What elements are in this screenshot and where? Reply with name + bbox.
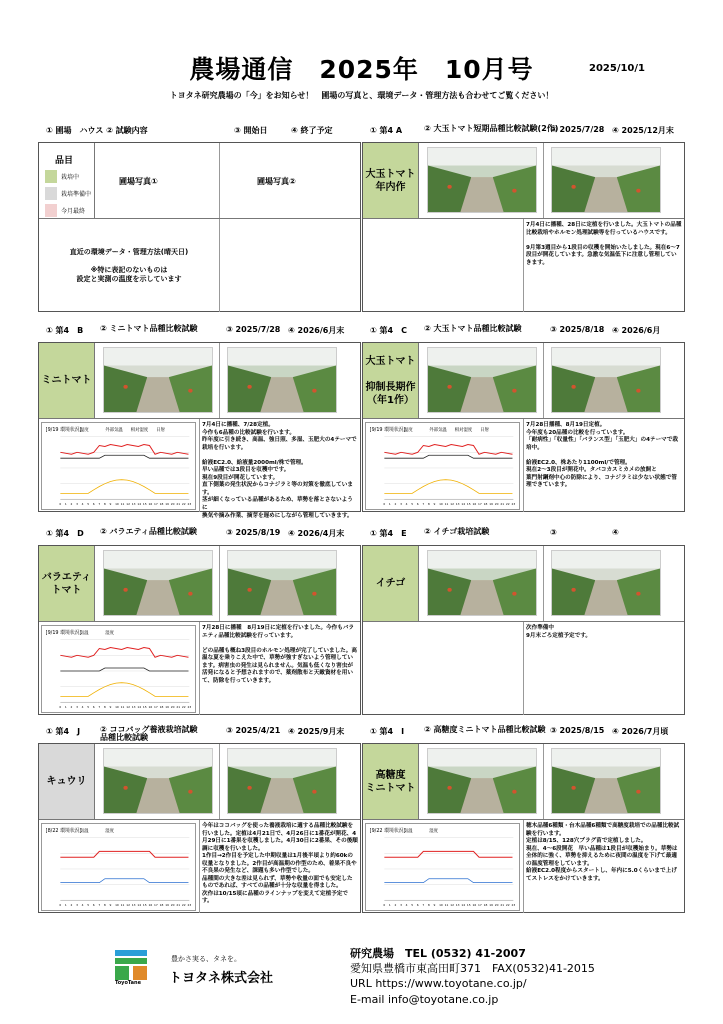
svg-text:3: 3 [76,903,78,908]
panel-start-date: ③ 2025/8/15 [550,726,605,735]
panel-description: 7月28日に播種 8月19日に定植を行いました。今作もバラエティ品種比較試験を行っています。 どの品種も概ね3段目のホルモン処理が完了していました。高温な夏を乗りこえた中で、草勢が強すぎないよう管理しています。病害虫の発生は見られません。気温も低くなり害虫が活発になると予想されますので、薬剤散布と天敵資材を用いて、防除を行っていきます。 [202,625,357,684]
svg-text:6: 6 [92,502,95,507]
svg-text:14: 14 [461,903,466,908]
svg-text:10: 10 [115,502,119,507]
legend-label-growing: 栽培中 [61,174,80,181]
svg-text:16: 16 [148,903,153,908]
panel-end-date: ④ 2026/4月末 [288,529,345,538]
svg-text:20: 20 [494,903,499,908]
crop-label: 大玉トマト 年内作 [363,143,419,218]
chart-title: [9/19 環境状況] [45,629,82,636]
svg-text:12: 12 [126,903,130,908]
panel-start-date: ③ [550,528,557,537]
svg-text:22: 22 [181,502,186,507]
panel-house: ① 第4 D [46,529,84,538]
panel-test: ② 大玉トマト品種比較試験 [424,324,522,333]
svg-text:14: 14 [137,502,142,507]
svg-text:23: 23 [511,502,516,507]
svg-text:18: 18 [483,502,488,507]
guide-header-1: ① 圃場 ハウス ② 試験内容 [46,126,148,135]
chart-legend-0: 温度 [403,427,413,433]
svg-text:19: 19 [165,705,169,710]
field-photo-1 [103,347,213,413]
svg-text:12: 12 [450,903,454,908]
svg-text:17: 17 [478,502,482,507]
environment-chart [41,422,196,510]
solar-line [60,480,188,494]
chart-legend-3: 日射 [156,427,165,433]
chart-legend-0: 気温 [79,828,89,834]
svg-text:15: 15 [466,502,471,507]
chart-legend-0: 気温 [403,828,413,834]
panel-test: ② ココバッグ養液栽培試験 品種比較試験 [100,725,198,742]
crop-label: 大玉トマト 抑制長期作 （年1作） [363,343,419,418]
field-photo-1 [103,550,213,616]
svg-text:1: 1 [64,502,67,507]
svg-text:9: 9 [433,502,436,507]
svg-text:20: 20 [170,705,175,710]
svg-text:2: 2 [70,502,73,507]
temp-line [384,445,512,455]
svg-text:8: 8 [103,502,106,507]
legend-swatch-preparing [45,187,57,200]
panel-house: ① 第4 C [370,326,407,335]
svg-text:20: 20 [170,502,175,507]
panel-description: 7月4日に播種、7/28定植。 今作も6品種の比較試験を行います。 昨年度に引き続き、高温、強日照、多湿、玉肥大の4テーマで栽培を行います。 給液EC2.0、給液量2000ml/株で管理。 早い品種では3段目を収穫中です。 現在9段目が開花しています。 直下側葉の発生状況からコナジラミ等の対策を徹底しています。 茎が細くなっている品種があるため、草勢を落とさないように 換気や摘み作業、摘芽を遅めにしながら管理していきます。 [202,422,357,519]
panel-house: ① 第4 B [46,326,84,335]
field-photo-1 [103,748,213,814]
svg-text:1: 1 [388,502,391,507]
svg-text:17: 17 [478,903,482,908]
panel-end-date: ④ 2025/9月末 [288,727,345,736]
guide-header-2: ③ 開始日 [234,126,268,135]
svg-text:3: 3 [76,705,78,710]
svg-text:9: 9 [109,705,112,710]
svg-text:17: 17 [154,903,158,908]
contact-tel: TEL (0532) 41-2007 [405,947,526,960]
svg-text:18: 18 [483,903,488,908]
svg-text:3: 3 [400,903,402,908]
chart-legend-2: 相対湿度 [130,427,149,433]
svg-text:14: 14 [137,705,142,710]
svg-text:3: 3 [76,502,78,507]
panel-description: 7月4日に播種、28日に定植を行いました。大玉トマトの品種比較栽培やホルモン処理試験等を行っているハウスです。 9月第3週目から1段目の収穫を開始いたしました。現在6〜7段目が開花しています。急激な気温低下に注意し管理していきます。 [526,222,682,266]
svg-text:22: 22 [505,903,510,908]
svg-text:17: 17 [154,705,158,710]
svg-text:10: 10 [115,705,119,710]
legend-label-preparing: 栽培準備中 [61,191,92,198]
svg-text:15: 15 [142,903,147,908]
svg-text:22: 22 [181,903,186,908]
panel-end-date: ④ 2026/6月 [612,326,661,335]
panel-p4b [38,324,361,519]
svg-text:7: 7 [98,705,101,710]
svg-text:6: 6 [416,903,419,908]
panel-end-date: ④ 2025/12月末 [612,126,674,135]
svg-text:0: 0 [59,502,62,507]
svg-text:16: 16 [472,903,477,908]
svg-text:13: 13 [131,903,136,908]
svg-text:22: 22 [505,502,510,507]
page-subtitle: トヨタネ研究農場の「今」をお知らせ！ 圃場の写真と、環境データ・管理方法も合わせてご覧ください！ [169,91,554,100]
chart-legend-0: 気温 [79,630,89,636]
svg-text:21: 21 [500,502,505,507]
svg-text:5: 5 [87,903,90,908]
svg-text:16: 16 [148,502,153,507]
svg-text:6: 6 [416,502,419,507]
svg-text:23: 23 [511,903,516,908]
panel-end-date: ④ [612,528,619,537]
svg-text:18: 18 [159,903,164,908]
chart-legend-3: 日射 [480,427,489,433]
chart-legend-1: 外部気温 [105,427,123,433]
svg-text:7: 7 [422,903,425,908]
svg-text:8: 8 [427,903,430,908]
logo-small-text: ToyoTane [115,980,141,986]
panel-description: 今年はココバッグを使った養液栽培に適する品種比較試験を行いました。定植は4月21日で、4月26日に1番花が開花、4月29日に1番果を収穫しました。4月30日に2番果、その後順調に収穫を行いました。 1作目→2作目を予定した中期収量は1月後半頃より約60kの収量となりました。2作目が高温期の作型のため、着果不良や不良果の発生など、課題も多い作型でした。 品種間の大きな差は見られず、草勢や收量の面でも安定したものであれば、すべての品種が十分な収量を得ました。 次作は10/15頃に品種のラインナップを変えて定植予定です。 [202,823,358,905]
environment-chart [365,422,520,510]
svg-text:20: 20 [494,502,499,507]
svg-text:6: 6 [92,903,95,908]
panel-test: ② ミニトマト品種比較試験 [100,324,198,333]
panel-test: ② イチゴ栽培試験 [424,527,490,536]
issue-date: 2025/10/1 [588,63,645,74]
svg-text:7: 7 [422,502,425,507]
svg-text:10: 10 [439,903,443,908]
chart-legend-1: 湿度 [429,828,439,834]
panel-house: ① 第4 J [46,727,81,736]
svg-text:22: 22 [181,705,186,710]
panel-test: ② バラエティ品種比較試験 [100,527,197,536]
field-photo-1 [427,147,537,213]
svg-text:11: 11 [120,903,125,908]
panel-house: ① 第4 I [370,727,405,736]
crop-label: キュウリ [39,744,95,819]
toyotane-logo-icon [115,950,155,994]
svg-text:12: 12 [126,705,130,710]
svg-text:21: 21 [500,903,505,908]
company-logo [115,950,274,998]
svg-text:6: 6 [92,705,95,710]
guide-panel [38,125,361,315]
environment-chart [41,625,196,713]
solar-line [60,683,188,697]
svg-text:7: 7 [98,903,101,908]
svg-text:14: 14 [137,903,142,908]
chart-legend-2: 相対湿度 [454,427,473,433]
field-photo-1 [427,748,537,814]
svg-text:9: 9 [433,903,436,908]
svg-text:4: 4 [405,903,408,908]
svg-text:5: 5 [411,903,414,908]
svg-text:20: 20 [170,903,175,908]
temp-line [60,445,188,455]
second-line [384,455,512,458]
field-photo-1 [427,550,537,616]
field-photo-2 [551,147,661,213]
svg-text:13: 13 [455,502,460,507]
temp-line [384,851,512,857]
svg-text:9: 9 [109,903,112,908]
svg-text:5: 5 [87,502,90,507]
svg-text:2: 2 [70,903,73,908]
svg-text:19: 19 [165,903,169,908]
svg-text:11: 11 [444,502,449,507]
crop-label: ミニトマト [39,343,95,418]
svg-text:4: 4 [405,502,408,507]
svg-text:15: 15 [466,903,471,908]
panel-p4c [362,325,685,515]
panel-description: 穂木品種6種類・台木品種6種類で高糖度栽培での品種比較試験を行います。 定植は8/15、128穴プラグ苗で定植しました。 現在、4〜6段開花 早い品種は1段目が収穫始まり。草勢は全体的に強く、草勢を抑えるために夜間の温度を下げて最適の温度管理をしています。 給液EC2.0程度からスタートし、年内に5.0くらいまで上げてストレスをかけていきます。 [526,823,680,882]
svg-text:3: 3 [400,502,402,507]
contact-address: 愛知県豊橋市東高田町371 FAX(0532)41-2015 [350,962,595,976]
company-name: トヨタネ株式会社 [169,971,274,986]
svg-text:13: 13 [455,903,460,908]
panel-start-date: ③ 2025/4/21 [226,726,281,735]
svg-text:21: 21 [176,502,181,507]
panel-house: ① 第4 A [370,126,403,135]
panel-start-date: ③ 2025/7/28 [550,125,605,134]
svg-text:21: 21 [176,705,181,710]
svg-text:4: 4 [81,903,84,908]
chart-title: [9/19 環境状況] [369,426,406,433]
svg-text:2: 2 [394,903,397,908]
field-photo-2 [551,550,661,616]
svg-text:0: 0 [383,502,386,507]
legend-label-final: 今月最終 [61,208,86,215]
panel-start-date: ③ 2025/7/28 [226,325,281,334]
svg-text:7: 7 [98,502,101,507]
panel-end-date: ④ 2026/7月頃 [612,727,669,736]
second-line [60,668,188,671]
svg-text:2: 2 [70,705,73,710]
svg-text:0: 0 [383,903,386,908]
svg-text:10: 10 [115,903,119,908]
slogan: 豊かさ実る、タネを。 [171,955,241,963]
panel-start-date: ③ 2025/8/19 [226,528,281,537]
svg-text:8: 8 [103,705,106,710]
svg-text:16: 16 [472,502,477,507]
panel-house: ① 第4 E [370,529,407,538]
second-line [384,879,512,883]
crop-label: バラエティ トマト [39,546,95,621]
legend-title: 品目 [55,156,74,166]
crop-label: 高糖度 ミニトマト [363,744,419,819]
chart-legend-1: 外部気温 [429,427,447,433]
svg-text:0: 0 [59,903,62,908]
svg-text:1: 1 [64,903,67,908]
legend [39,143,95,218]
svg-text:8: 8 [427,502,430,507]
contact-email[interactable]: E-mail info@toyotane.co.jp [350,992,499,1006]
environment-chart [365,823,520,911]
panel-p4a [362,125,685,315]
svg-text:5: 5 [411,502,414,507]
panel-start-date: ③ 2025/8/18 [550,325,605,334]
svg-text:17: 17 [154,502,158,507]
field-photo-2 [227,748,337,814]
field-photo-2 [227,347,337,413]
panel-description: 次作準備中 9月末ごろ定植予定です。 [526,625,591,639]
svg-text:5: 5 [87,705,90,710]
second-line [60,879,188,883]
page-title: 農場通信 2025年 10月号 [189,55,534,84]
field-photo-2 [227,550,337,616]
svg-text:15: 15 [142,705,147,710]
panel-test: ② 大玉トマト短期品種比較試験(2作) [424,124,559,133]
chart-title: [9/19 環境状況] [45,426,82,433]
panel-test: ② 高糖度ミニトマト品種比較試験 [424,725,546,734]
svg-text:21: 21 [176,903,181,908]
second-line [60,455,188,458]
svg-text:10: 10 [439,502,443,507]
crop-label: イチゴ [363,546,419,621]
legend-swatch-final [45,204,57,217]
svg-text:13: 13 [131,502,136,507]
svg-text:19: 19 [489,502,493,507]
chart-title: [9/22 環境状況] [369,827,406,834]
panel-p4j [38,726,361,916]
svg-text:23: 23 [187,705,192,710]
svg-text:0: 0 [59,705,62,710]
svg-text:15: 15 [142,502,147,507]
svg-text:1: 1 [64,705,67,710]
svg-text:11: 11 [120,705,125,710]
panel-p4d [38,528,361,718]
guide-header-3: ④ 終了予定 [291,126,333,135]
svg-text:16: 16 [148,705,153,710]
field-photo-2 [551,748,661,814]
chart-legend-1: 湿度 [105,630,115,636]
svg-text:9: 9 [109,502,112,507]
panel-description: 7月28日播種、8月19日定植。 今年度も20品種の比較を行っています。 「耐病性」「収量性」「バランス型」「玉肥大」の4テーマで栽培中。 給液EC2.0、株あたり1100ml/で管理。 現在2〜3段目が開花中。タバコカスミカメの放飼と 葉門射鋼剤中心の防除により、コナジラミは少ない状態で管理できています。 [526,422,678,489]
contact-info [350,946,595,1007]
svg-text:8: 8 [103,903,106,908]
environment-chart [41,823,196,911]
svg-text:19: 19 [489,903,493,908]
svg-text:12: 12 [126,502,130,507]
svg-text:4: 4 [81,705,84,710]
contact-org: 研究農場 [350,947,394,960]
svg-text:11: 11 [444,903,449,908]
photo2-placeholder: 圃場写真② [257,177,296,186]
chart-legend-1: 湿度 [105,828,115,834]
svg-text:23: 23 [187,502,192,507]
svg-text:13: 13 [131,705,136,710]
svg-text:18: 18 [159,705,164,710]
photo1-placeholder: 圃場写真① [119,177,158,186]
svg-text:14: 14 [461,502,466,507]
svg-text:23: 23 [187,903,192,908]
panel-p4e [362,528,685,718]
temp-line [60,851,188,857]
svg-text:2: 2 [394,502,397,507]
chart-legend-0: 温度 [79,427,89,433]
guide-note: 直近の環境データ・管理方法(晴天日) ※特に表記のないものは 設定と実測の温度を示しています [69,248,189,284]
legend-swatch-growing [45,170,57,183]
svg-text:4: 4 [81,502,84,507]
contact-url[interactable]: URL https://www.toyotane.co.jp/ [350,977,527,991]
panel-end-date: ④ 2026/6月末 [288,326,345,335]
svg-text:18: 18 [159,502,164,507]
panel-p4i [362,726,685,916]
svg-text:19: 19 [165,502,169,507]
chart-title: [8/22 環境状況] [45,827,82,834]
svg-text:11: 11 [120,502,125,507]
field-photo-2 [551,347,661,413]
field-photo-1 [427,347,537,413]
svg-text:1: 1 [388,903,391,908]
svg-text:12: 12 [450,502,454,507]
solar-line [384,480,512,494]
temp-line [60,648,188,658]
